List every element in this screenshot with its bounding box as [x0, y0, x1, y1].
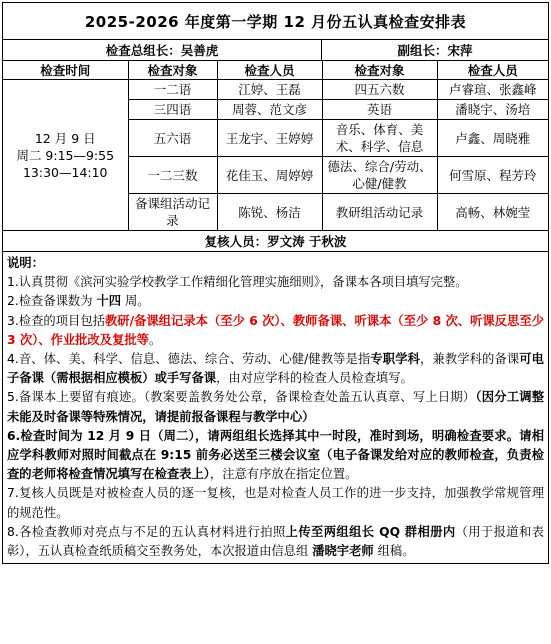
note-8: 8.各检查教师对亮点与不足的五认真材料进行拍照上传至两组组长 QQ 群相册内（用于报道和表彰），五认真检查纸质稿交至教务处，本次报道由信息组 潘晓宇老师 组稿。: [7, 524, 544, 559]
target-cell: 四五六数: [322, 80, 437, 100]
inspector-cell: 卢睿瑄、张鑫峰: [437, 80, 548, 100]
inspection-slot-morning: 周二 9:15—9:55: [16, 147, 115, 163]
header-target-1: 检查对象: [128, 61, 217, 80]
header-inspector-2: 检查人员: [437, 61, 548, 80]
inspector-cell: 何雪原、程芳玲: [437, 157, 548, 194]
target-cell: 一二三数: [128, 157, 217, 194]
note-5: 5.备课本上要留有痕迹。（教案要盖教务处公章，备课检查处盖五认真章、写上日期）（因分工调整未能及时备课等特殊情况，请提前报备课程与教学中心）: [7, 390, 544, 424]
table-row: [3, 80, 548, 100]
inspector-cell: 王龙宇、王婷婷: [217, 120, 322, 157]
notes-title: 说明：: [7, 256, 44, 270]
target-cell: 三四语: [128, 100, 217, 120]
inspector-cell: 周蓉、范文彦: [217, 100, 322, 120]
vice-leader: 副组长：宋萍: [397, 43, 473, 58]
note-2: 2.检查备课数为 十四 周。: [7, 294, 150, 309]
header-inspector-1: 检查人员: [217, 61, 322, 80]
header-target-2: 检查对象: [322, 61, 437, 80]
inspector-cell: 花佳玉、周婷婷: [217, 157, 322, 194]
inspector-cell: 江婷、王磊: [217, 80, 322, 100]
target-cell: 五六语: [128, 120, 217, 157]
schedule-table: [3, 61, 548, 231]
target-cell: 备课组活动记录: [128, 194, 217, 231]
target-cell: 音乐、体育、美术、科学、信息: [322, 120, 437, 157]
target-cell: 一二语: [128, 80, 217, 100]
inspector-cell: 陈锐、杨洁: [217, 194, 322, 231]
target-cell: 德法、综合/劳动、心健/健教: [322, 157, 437, 194]
table-header-row: [3, 61, 548, 80]
leaders-row: [3, 40, 548, 61]
note-6: 6.检查时间为 12 月 9 日（周二），请两组组长选择其中一时段，准时到场，明确检查要求。请相应学科教师对照时间截点在 9:15 前务必送至三楼会议室（电子备课发给对应的教师检查，负责检查的老师将检查情况填写在检查表上），注意有序放在指定位置。: [7, 428, 544, 482]
inspector-cell: 卢鑫、周晓雅: [437, 120, 548, 157]
note-1: 1.认真贯彻《滨河实验学校教学工作精细化管理实施细则》，备课本各项目填写完整。: [7, 275, 468, 290]
note-4: 4.音、体、美、科学、信息、德法、综合、劳动、心健/健教等是指专职学科，兼教学科的备课可电子备课（需根据相应模板）或手写备课，由对应学科的检查人员检查填写。: [7, 352, 544, 386]
chief-leader: 检查总组长：吴善虎: [3, 40, 322, 60]
reviewers-row: 复核人员：罗文涛 于秋波: [3, 230, 548, 252]
inspector-cell: 高畅、林婉莹: [437, 194, 548, 231]
page-title: 2025-2026 年度第一学期 12 月份五认真检查安排表: [3, 3, 548, 40]
notes-section: [3, 252, 548, 563]
note-3: 3.检查的项目包括教研/备课组记录本（至少 6 次）、教师备课、听课本（至少 8 次、听课反思至少 3 次）、作业批改及复批等。: [7, 313, 544, 347]
inspection-time-cell: [3, 80, 128, 231]
note-7: 7.复核人员既是对被检查人员的逐一复核，也是对检查人员工作的进一步支持，加强教学常规管理的规范性。: [7, 486, 544, 520]
target-cell: 教研组活动记录: [322, 194, 437, 231]
inspection-date: 12 月 9 日: [34, 130, 96, 146]
schedule-sheet: [2, 2, 549, 564]
inspector-cell: 潘晓宇、汤培: [437, 100, 548, 120]
inspection-slot-afternoon: 13:30—14:10: [22, 164, 108, 180]
target-cell: 英语: [322, 100, 437, 120]
header-time: 检查时间: [3, 61, 128, 80]
